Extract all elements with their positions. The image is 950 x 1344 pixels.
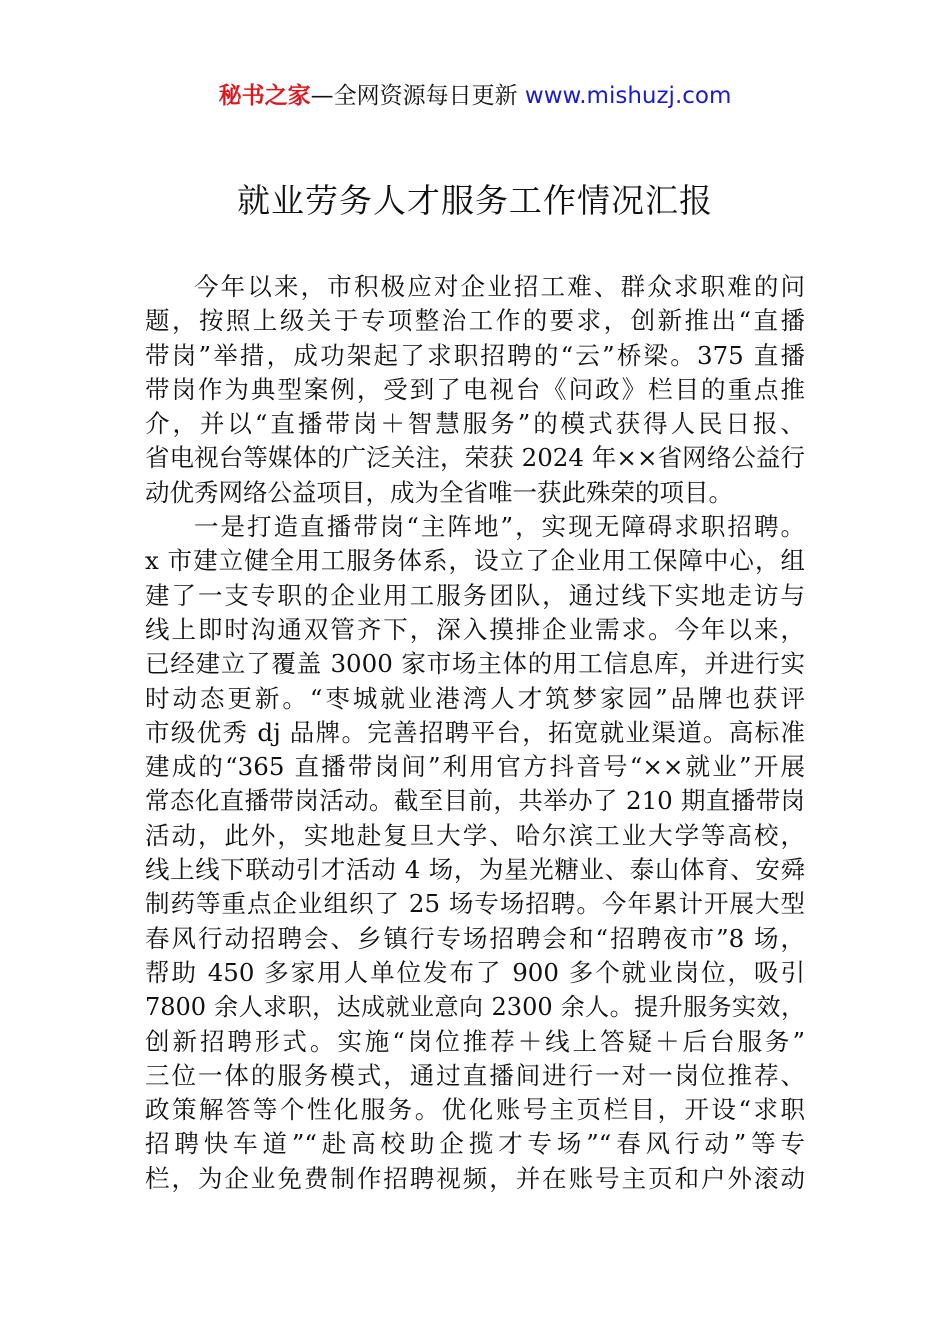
paragraph-line: 省电视台等媒体的广泛关注，荣获 2024 年××省网络公益行 bbox=[145, 443, 805, 473]
site-url-link[interactable]: www.mishuzj.com bbox=[524, 83, 732, 109]
paragraph-line: 线上即时沟通双管齐下，深入摸排企业需求。今年以来， bbox=[145, 614, 805, 644]
paragraph-line: 介，并以“直播带岗＋智慧服务”的模式获得人民日报、 bbox=[145, 409, 805, 439]
paragraph-line: 已经建立了覆盖 3000 家市场主体的用工信息库，并进行实 bbox=[145, 649, 805, 679]
paragraph-line: 动优秀网络公益项目，成为全省唯一获此殊荣的项目。 bbox=[145, 477, 733, 507]
paragraph-line: 栏，为企业免费制作招聘视频，并在账号主页和户外滚动 bbox=[145, 1163, 805, 1193]
paragraph-line: 时动态更新。“枣城就业港湾人才筑梦家园”品牌也获评 bbox=[145, 683, 805, 713]
site-tagline: —全网资源每日更新 bbox=[310, 83, 525, 109]
paragraph-line: 市级优秀 dj 品牌。完善招聘平台，拓宽就业渠道。高标准 bbox=[145, 717, 805, 747]
paragraph-line: 建了一支专职的企业用工服务团队，通过线下实地走访与 bbox=[145, 580, 805, 610]
paragraph-line: 带岗”举措，成功架起了求职招聘的“云”桥梁。375 直播 bbox=[145, 340, 805, 370]
site-header bbox=[0, 80, 950, 112]
paragraph-line: x 市建立健全用工服务体系，设立了企业用工保障中心，组 bbox=[145, 546, 805, 576]
paragraph-line: 题，按照上级关于专项整治工作的要求，创新推出“直播 bbox=[145, 306, 805, 336]
paragraph-line: 制药等重点企业组织了 25 场专场招聘。今年累计开展大型 bbox=[145, 889, 805, 919]
paragraph-line: 三位一体的服务模式，通过直播间进行一对一岗位推荐、 bbox=[145, 1060, 805, 1090]
paragraph-line: 线上线下联动引才活动 4 场，为星光糖业、泰山体育、安舜 bbox=[145, 855, 805, 885]
paragraph-line: 帮助 450 多家用人单位发布了 900 多个就业岗位，吸引 bbox=[145, 957, 805, 987]
paragraph-line: 今年以来，市积极应对企业招工难、群众求职难的问 bbox=[194, 272, 805, 301]
document-body bbox=[145, 270, 805, 1196]
paragraph-line: 一是打造直播带岗“主阵地”，实现无障碍求职招聘。 bbox=[194, 512, 805, 542]
paragraph-line: 春风行动招聘会、乡镇行专场招聘会和“招聘夜市”8 场， bbox=[145, 923, 805, 953]
paragraph-line: 活动，此外，实地赴复旦大学、哈尔滨工业大学等高校， bbox=[145, 820, 805, 850]
paragraph-line: 创新招聘形式。实施“岗位推荐＋线上答疑＋后台服务” bbox=[145, 1026, 805, 1056]
paragraph-line: 招聘快车道”“赴高校助企揽才专场”“春风行动”等专 bbox=[145, 1129, 805, 1159]
document-title: 就业劳务人才服务工作情况汇报 bbox=[237, 181, 713, 220]
site-brand: 秘书之家 bbox=[218, 83, 311, 109]
paragraph-line: 常态化直播带岗活动。截至目前，共举办了 210 期直播带岗 bbox=[145, 786, 805, 816]
paragraph-line: 带岗作为典型案例，受到了电视台《问政》栏目的重点推 bbox=[145, 374, 805, 404]
paragraph-line: 建成的“365 直播带岗间”利用官方抖音号“××就业”开展 bbox=[145, 752, 805, 782]
paragraph-line: 政策解答等个性化服务。优化账号主页栏目，开设“求职 bbox=[145, 1095, 805, 1125]
paragraph-line: 7800 余人求职，达成就业意向 2300 余人。提升服务实效， bbox=[145, 993, 805, 1022]
